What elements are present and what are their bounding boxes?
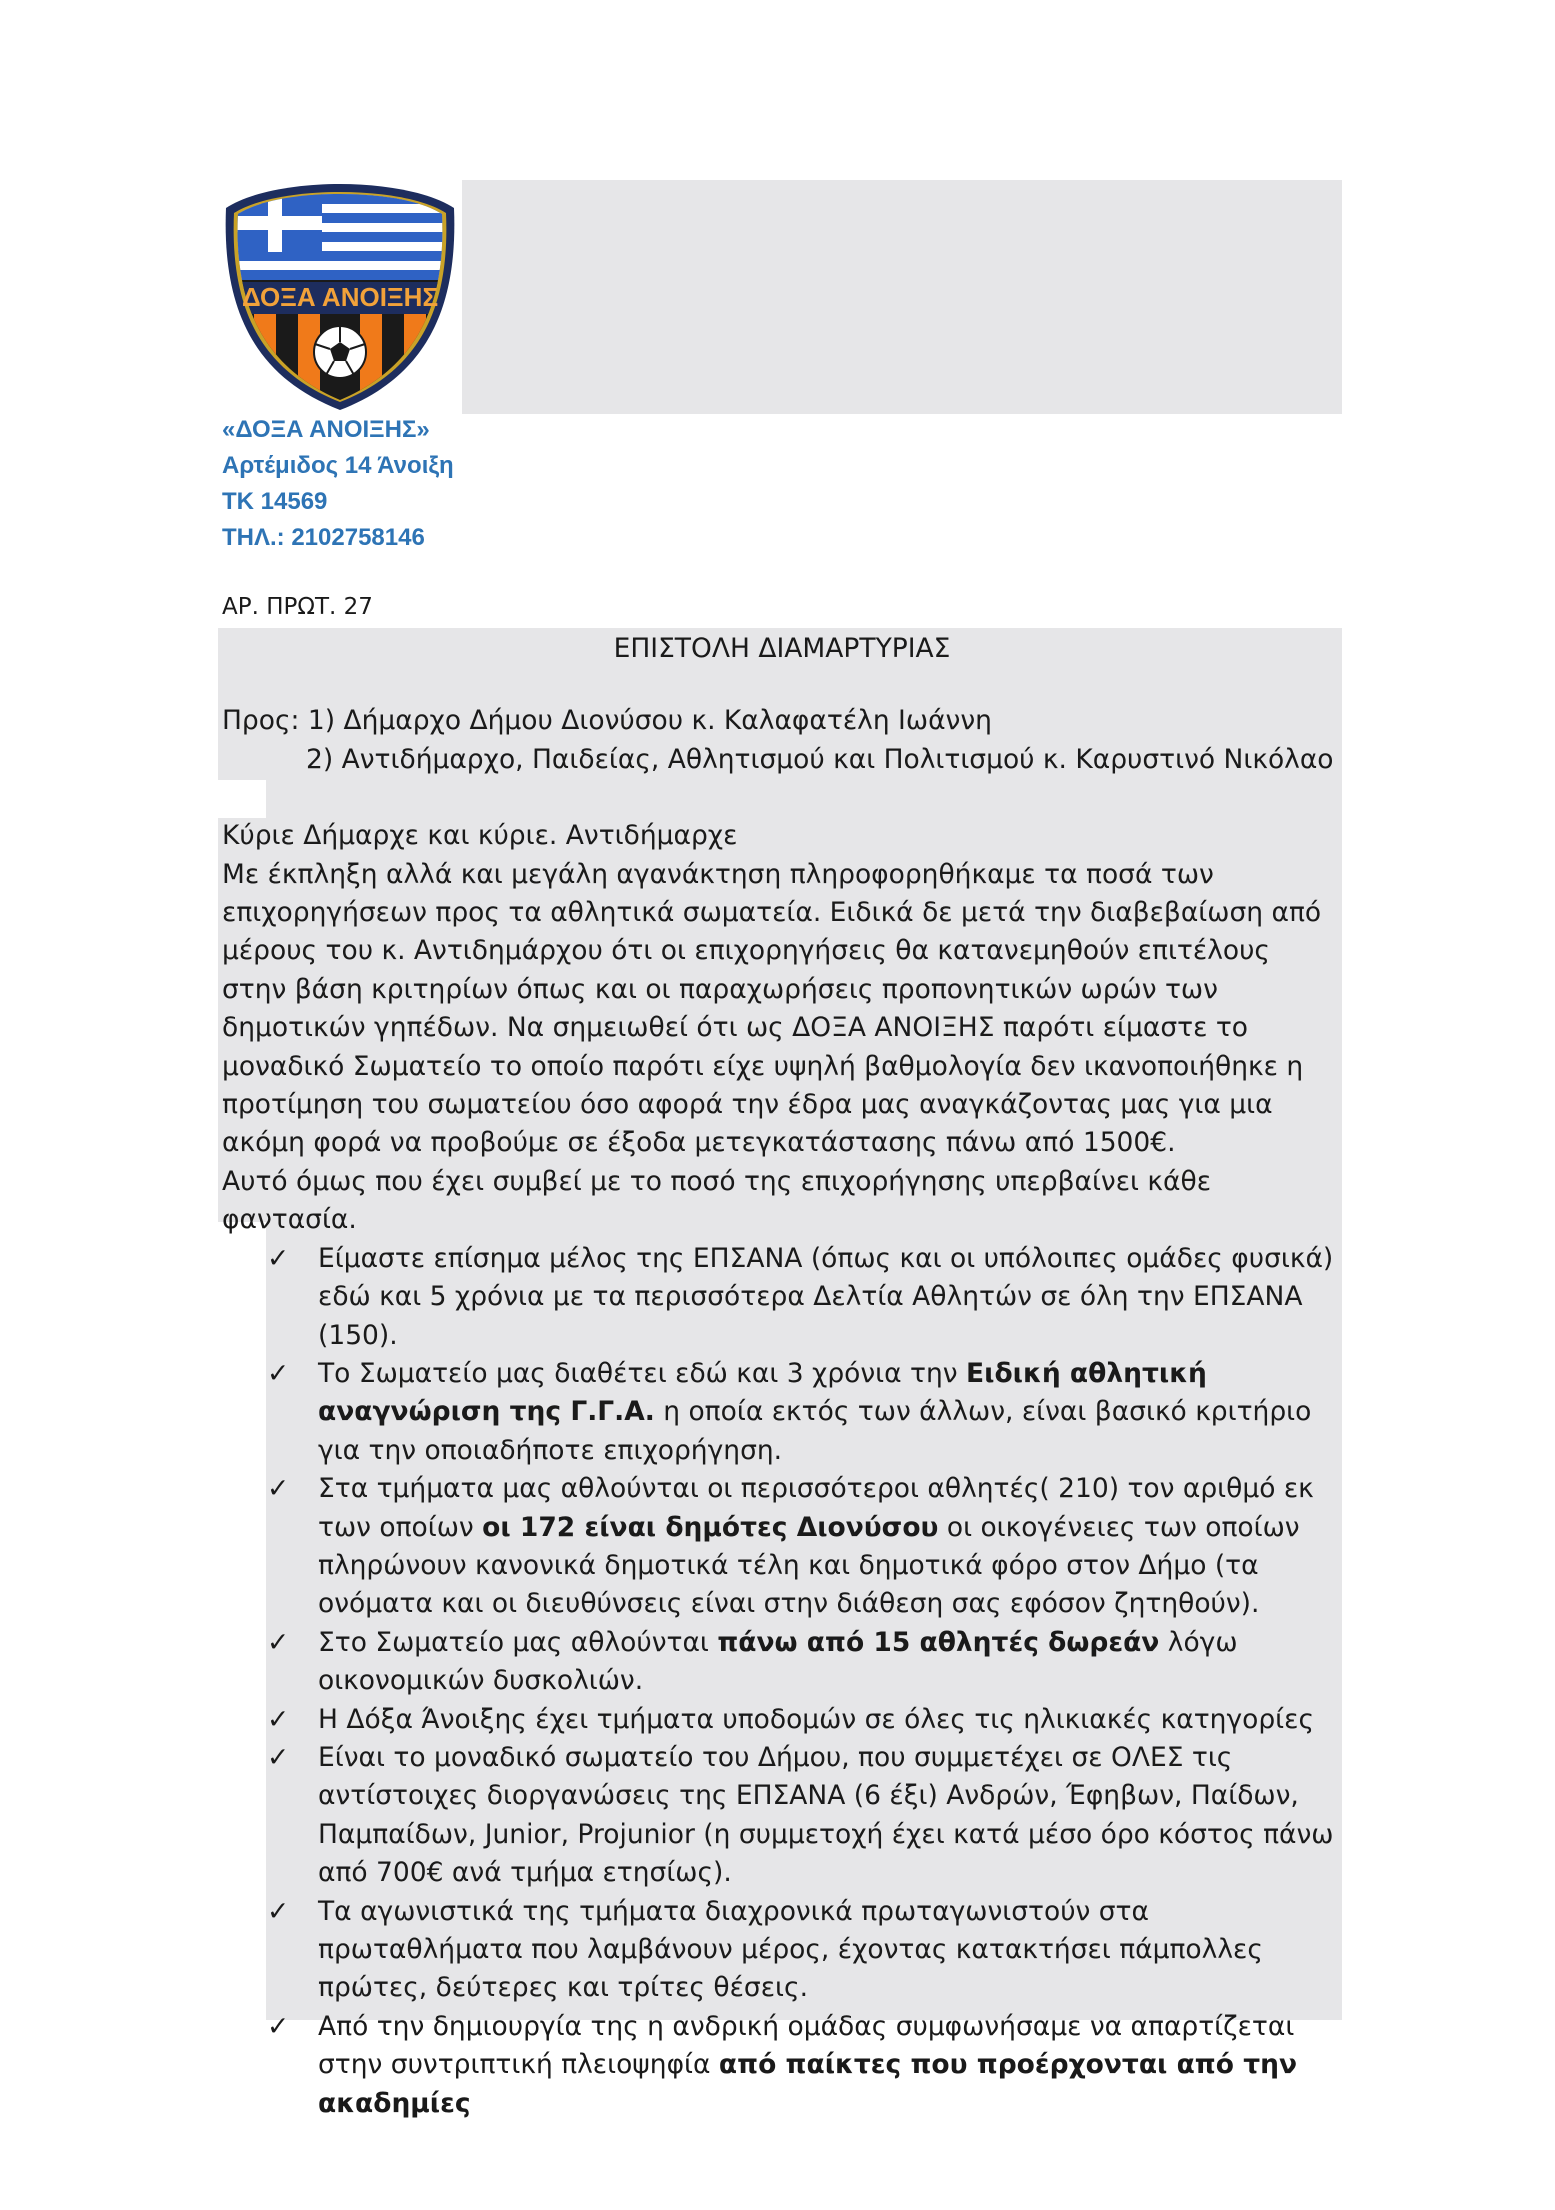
list-item: ✓ Από την δημιουργία της η ανδρική ομάδας συμφωνήσαμε να απαρτίζεται στην συντριπτική πλειοψηφία από παίκτες που προέρχονται από την ακαδημίες bbox=[222, 2008, 1342, 2123]
list-item: ✓ Η Δόξα Άνοιξης έχει τμήματα υποδομών σε όλες τις ηλικιακές κατηγορίες bbox=[222, 1701, 1342, 1739]
list-item: ✓ Είμαστε επίσημα μέλος της ΕΠΣΑΝΑ (όπως και οι υπόλοιπες ομάδες φυσικά) εδώ και 5 χρόνια με τα περισσότερα Δελτία Αθλητών σε όλη την ΕΠΣΑΝΑ (150). bbox=[222, 1240, 1342, 1355]
header-shade bbox=[462, 180, 1342, 414]
letter-title: ΕΠΙΣΤΟΛΗ ΔΙΑΜΑΡΤΥΡΙΑΣ bbox=[613, 633, 951, 664]
checkmark-icon: ✓ bbox=[267, 1626, 290, 1658]
list-item: ✓ Το Σωματείο μας διαθέτει εδώ και 3 χρόνια την Ειδική αθλητική αναγνώριση της Γ.Γ.Α. η οποία εκτός των άλλων, είναι βασικό κριτήριο για την οποιαδήποτε επιχορήγηση. bbox=[222, 1355, 1342, 1470]
sender-postal: ΤΚ 14569 bbox=[222, 488, 328, 515]
sender-block bbox=[222, 412, 454, 556]
club-crest-icon bbox=[220, 180, 460, 412]
intro-paragraph: Με έκπληξη αλλά και μεγάλη αγανάκτηση πληροφορηθήκαμε τα ποσά των επιχορηγήσεων προς τα αθλητικά σωματεία. Ειδικά δε μετά την διαβεβαίωση από μέρους του κ. Αντιδημάρχου ότι οι επιχορηγήσεις θα κατανεμηθούν επιτέλους στην βάση κριτηρίων όπως και οι παραχωρήσεις προπονητικών ωρών των δημοτικών γηπέδων. Να σημειωθεί ότι ως ΔΟΞΑ ΑΝΟΙΞΗΣ παρότι είμαστε το μοναδικό Σωματείο το οποίο παρότι είχε υψηλή βαθμολογία δεν ικανοποιήθηκε η προτίμηση του σωματείου όσο αφορά την έδρα μας αναγκάζοντας μας για μια ακόμη φορά να προβούμε σε έξοδα μετεγκατάστασης πάνω από 1500€. bbox=[222, 858, 1322, 1159]
list-item: ✓ Στα τμήματα μας αθλούνται οι περισσότεροι αθλητές( 210) τον αριθμό εκ των οποίων οι 172 είναι δημότες Διονύσου οι οικογένειες των οποίων πληρώνουν κανονικά δημοτικά τέλη και δημοτικά φόρο στον Δήμο (τα ονόματα και οι διευθύνσεις είναι στην διάθεση σας εφόσον ζητηθούν). bbox=[222, 1470, 1342, 1624]
recipient-2: 2) Αντιδήμαρχο, Παιδείας, Αθλητισμού και Πολιτισμού κ. Καρυστινό Νικόλαο bbox=[306, 743, 1334, 775]
letter-body bbox=[222, 630, 1342, 2123]
checkmark-icon: ✓ bbox=[267, 1703, 290, 1735]
list-item: ✓ Είναι το μοναδικό σωματείο του Δήμου, που συμμετέχει σε ΟΛΕΣ τις αντίστοιχες διοργανώσεις της ΕΠΣΑΝΑ (6 έξι) Ανδρών, Έφηβων, Παίδων, Παμπαίδων, Junior, Projunior (η συμμετοχή έχει κατά μέσο όρο κόστος πάνω από 700€ ανά τμήμα ετησίως). bbox=[222, 1739, 1342, 1893]
recipient-1: Προς: 1) Δήμαρχο Δήμου Διονύσου κ. Καλαφατέλη Ιωάννη bbox=[222, 705, 992, 737]
checkmark-icon: ✓ bbox=[267, 1895, 290, 1927]
checkmark-icon: ✓ bbox=[267, 1357, 290, 1389]
list-item: ✓ Τα αγωνιστικά της τμήματα διαχρονικά πρωταγωνιστούν στα πρωταθλήματα που λαμβάνουν μέρος, έχοντας κατακτήσει πάμπολλες πρώτες, δεύτερες και τρίτες θέσεις. bbox=[222, 1893, 1342, 2008]
list-item: ✓ Στο Σωματείο μας αθλούνται πάνω από 15 αθλητές δωρεάν λόγω οικονομικών δυσκολιών. bbox=[222, 1624, 1342, 1701]
points-list bbox=[222, 1240, 1342, 2123]
intro-paragraph-2: Αυτό όμως που έχει συμβεί με το ποσό της επιχορήγησης υπερβαίνει κάθε φαντασία. bbox=[222, 1165, 1212, 1236]
sender-name: «ΔΟΞΑ ΑΝΟΙΞΗΣ» bbox=[222, 416, 430, 443]
checkmark-icon: ✓ bbox=[267, 1242, 290, 1274]
club-logo bbox=[220, 180, 460, 412]
salutation: Κύριε Δήμαρχε και κύριε. Αντιδήμαρχε bbox=[222, 820, 738, 852]
protocol-number: ΑΡ. ΠΡΩΤ. 27 bbox=[222, 594, 373, 620]
checkmark-icon: ✓ bbox=[267, 1473, 290, 1505]
checkmark-icon: ✓ bbox=[267, 2010, 290, 2042]
checkmark-icon: ✓ bbox=[267, 1741, 290, 1773]
sender-address: Αρτέμιδος 14 Άνοιξη bbox=[222, 452, 454, 479]
sender-phone: ΤΗΛ.: 2102758146 bbox=[222, 524, 425, 551]
logo-text: ΔΟΞΑ ΑΝΟΙΞΗΣ bbox=[241, 282, 439, 312]
